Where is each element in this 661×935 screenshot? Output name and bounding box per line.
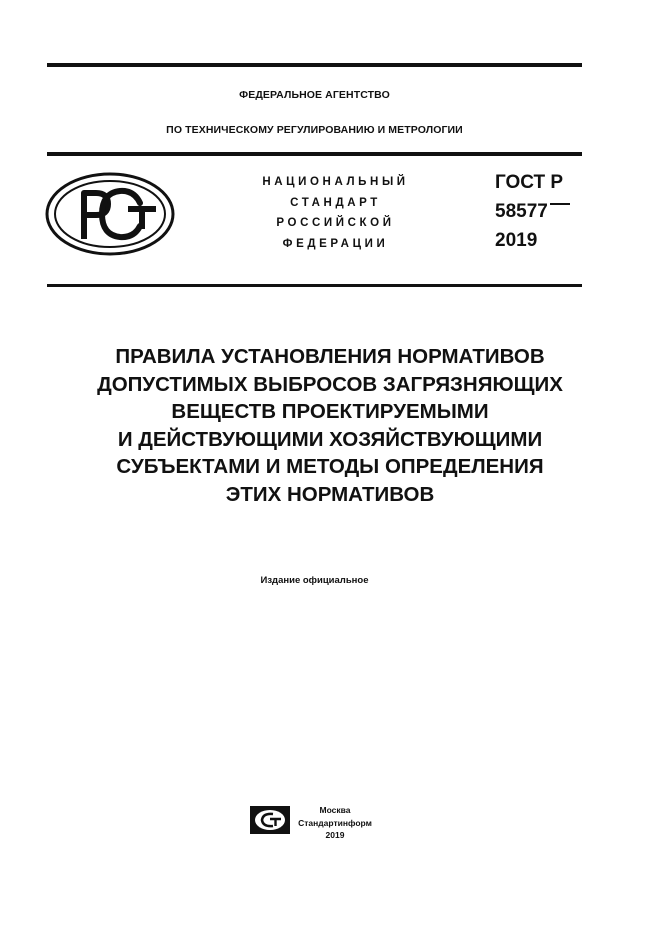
header-rule — [47, 152, 582, 156]
designation-number: 58577 — [495, 201, 548, 222]
agency-subtitle: ПО ТЕХНИЧЕСКОМУ РЕГУЛИРОВАНИЮ И МЕТРОЛОГИИ — [166, 124, 463, 136]
standard-type-line: НАЦИОНАЛЬНЫЙ — [262, 176, 409, 188]
publisher-name: Стандартинформ — [298, 817, 372, 828]
publisher-year: 2019 — [325, 830, 345, 840]
top-rule — [47, 63, 582, 67]
edition-label: Издание официальное — [260, 575, 369, 586]
header-bottom-rule — [47, 284, 582, 287]
designation-dash — [550, 203, 570, 205]
publisher-imprint — [292, 804, 378, 842]
title-line: И ДЕЙСТВУЮЩИМИ ХОЗЯЙСТВУЮЩИМИ — [117, 427, 543, 451]
designation-prefix: ГОСТ Р — [495, 172, 564, 193]
title-line: ВЕЩЕСТВ ПРОЕКТИРУЕМЫМИ — [171, 400, 489, 424]
agency-name: ФЕДЕРАЛЬНОЕ АГЕНТСТВО — [239, 89, 390, 101]
title-line: ПРАВИЛА УСТАНОВЛЕНИЯ НОРМАТИВОВ — [115, 345, 545, 368]
standard-type — [228, 172, 443, 254]
designation-year: 2019 — [495, 230, 538, 251]
rst-logo-icon — [44, 171, 176, 257]
standard-designation — [495, 168, 585, 255]
standard-type-line: СТАНДАРТ — [290, 196, 381, 209]
publisher-city: Москва — [319, 805, 351, 815]
title-line: ЭТИХ НОРМАТИВОВ — [225, 482, 435, 506]
title-line: ДОПУСТИМЫХ ВЫБРОСОВ ЗАГРЯЗНЯЮЩИХ — [97, 372, 563, 396]
standard-type-line: ФЕДЕРАЦИИ — [282, 237, 389, 250]
designation-number-row — [495, 197, 585, 226]
title-line: СУБЪЕКТАМИ И МЕТОДЫ ОПРЕДЕЛЕНИЯ — [116, 455, 544, 479]
standartinform-logo-icon — [249, 805, 291, 835]
document-title — [30, 343, 630, 509]
standard-type-line: РОССИЙСКОЙ — [276, 217, 395, 229]
